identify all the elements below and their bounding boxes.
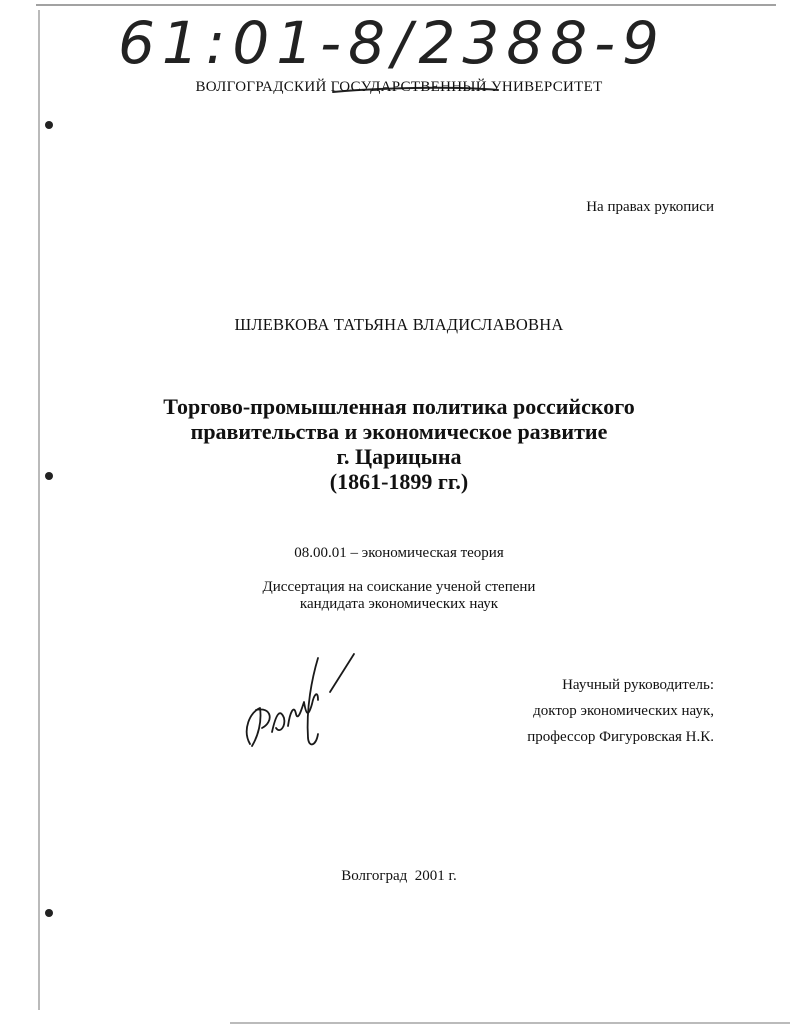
- dissertation-title: [0, 394, 798, 494]
- supervisor-line: Научный руководитель:: [562, 677, 714, 693]
- punch-hole-mark: [44, 120, 54, 130]
- author-name: ШЛЕВКОВА ТАТЬЯНА ВЛАДИСЛАВОВНА: [234, 315, 564, 334]
- title-line: Торгово-промышленная политика российского: [163, 394, 635, 419]
- author-signature: [232, 648, 372, 760]
- scan-edge-left: [38, 10, 40, 1010]
- archive-code-text: 61:01-8/2388-9: [118, 9, 666, 77]
- title-line: правительства и экономическое развитие: [190, 419, 608, 444]
- punch-hole-mark: [44, 908, 54, 918]
- title-line: г. Царицына: [336, 444, 462, 469]
- supervisor-block: [470, 672, 714, 750]
- city-year: Волгоград 2001 г.: [341, 868, 457, 884]
- supervisor-line: доктор экономических наук,: [533, 703, 714, 719]
- degree-line: кандидата экономических наук: [299, 596, 499, 612]
- university-name: ВОЛГОГРАДСКИЙ ГОСУДАРСТВЕННЫЙ УНИВЕРСИТЕТ: [195, 79, 603, 95]
- title-line: (1861-1899 гг.): [329, 469, 469, 494]
- degree-line: Диссертация на соискание ученой степени: [262, 579, 536, 595]
- scan-edge-bottom: [230, 1022, 790, 1024]
- specialty-code: 08.00.01 – экономическая теория: [294, 545, 504, 561]
- degree-statement: [0, 579, 798, 613]
- manuscript-note: На правах рукописи: [586, 199, 714, 215]
- supervisor-line: профессор Фигуровская Н.К.: [527, 729, 714, 745]
